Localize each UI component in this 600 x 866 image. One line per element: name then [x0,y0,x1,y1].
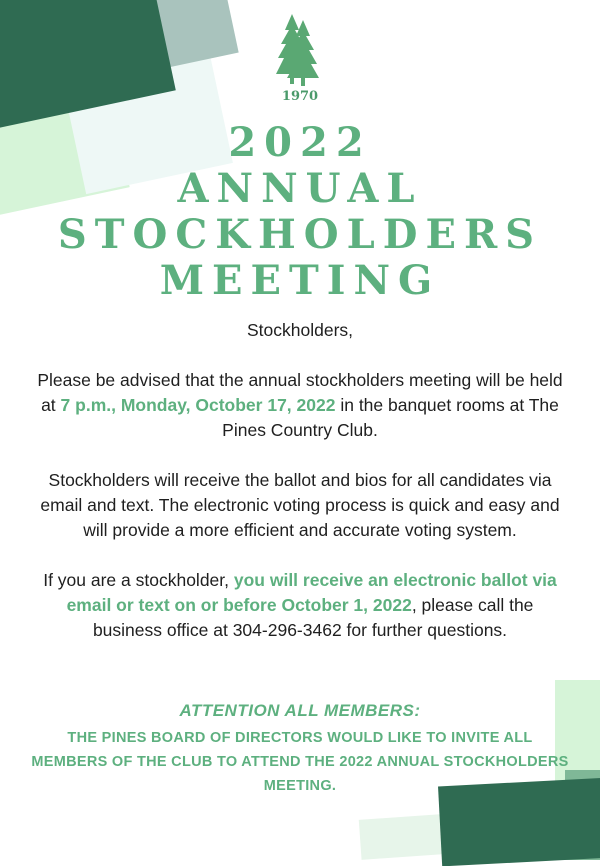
attention-text: THE PINES BOARD OF DIRECTORS WOULD LIKE TO INVITE ALL MEMBERS OF THE CLUB TO ATTEND THE 2022 ANNUAL STOCKHOLDERS MEETING. [31,730,569,794]
club-logo [270,12,330,104]
greeting: Stockholders, [246,320,354,340]
title-line-meeting: MEETING [159,257,441,304]
attention-heading: ATTENTION ALL MEMBERS: [179,701,421,720]
p3-before: If you are a stockholder, [43,570,234,590]
pine-trees-icon [270,12,330,88]
title-line-year: 2022 [228,119,372,166]
p1-after: in the banquet rooms at The Pines Country Club. [222,395,559,440]
p3-after: , please call the business office at 304-296-3462 for further questions. [92,595,534,640]
title-line-annual: ANNUAL [177,165,423,212]
logo-year: 1970 [281,89,319,104]
paragraph-ballot-info: Stockholders will receive the ballot and bios for all candidates via email and text. The electronic voting process is quick and easy and will provide a more efficient and accurate voting system. [40,470,560,540]
page-title [0,120,600,304]
letter-body [30,318,570,668]
ballot-deadline: you will receive an electronic ballot via email or text on or before October 1, 2022 [66,570,557,615]
paragraph-meeting-time [30,368,570,443]
meeting-datetime: 7 p.m., Monday, October 17, 2022 [60,395,336,415]
paragraph-contact [30,568,570,643]
title-line-stockholders: STOCKHOLDERS [57,211,543,258]
attention-block [30,700,570,798]
p1-before: Please be advised that the annual stockholders meeting will be held at [37,370,563,415]
